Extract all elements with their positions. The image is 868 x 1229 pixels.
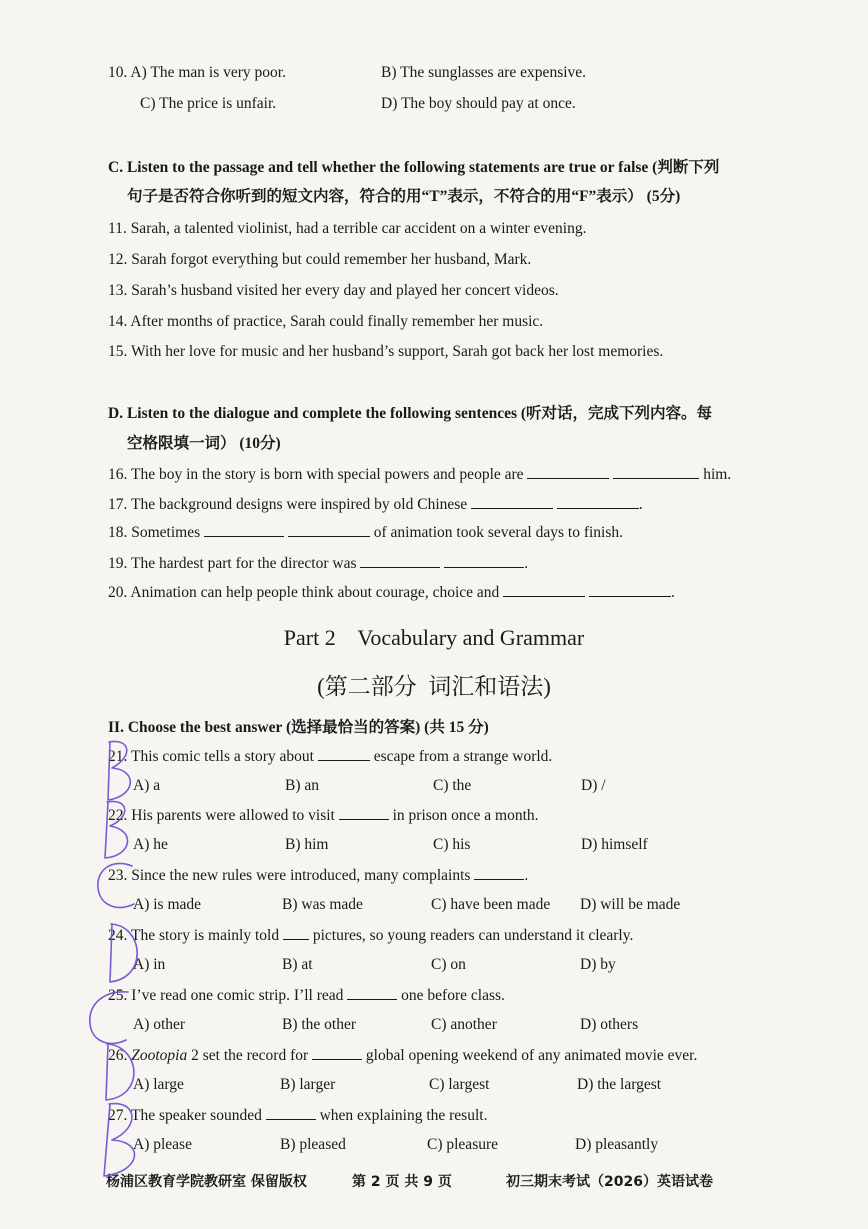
sentence-17: 17. The background designs were inspired by old Chinese . <box>108 496 643 513</box>
option-c[interactable]: C) the <box>433 777 472 794</box>
statement-13: 13. Sarah’s husband visited her every day and played her concert videos. <box>108 282 559 299</box>
option-b[interactable]: B) at <box>282 956 313 973</box>
option-c[interactable]: C) largest <box>429 1076 490 1093</box>
statement-14: 14. After months of practice, Sarah could finally remember her music. <box>108 313 544 330</box>
question-27: 27. The speaker sounded when explaining the result. <box>108 1107 488 1124</box>
answer-blank[interactable] <box>360 553 440 568</box>
sentence-19: 19. The hardest part for the director was . <box>108 555 529 572</box>
option-b[interactable]: B) him <box>285 836 329 853</box>
movie-title: Zootopia <box>131 1047 188 1064</box>
answer-blank[interactable] <box>471 494 553 509</box>
option-a[interactable]: A) he <box>133 836 168 853</box>
option-b[interactable]: B) larger <box>280 1076 336 1093</box>
option-d[interactable]: D) others <box>580 1016 639 1033</box>
option-a[interactable]: A) in <box>133 956 166 973</box>
option-d[interactable]: D) will be made <box>580 896 681 913</box>
answer-blank[interactable] <box>589 582 671 597</box>
footer-page-number: 第 2 页 共 9 页 <box>352 1174 452 1190</box>
answer-blank[interactable] <box>266 1105 316 1120</box>
answer-blank[interactable] <box>204 522 284 537</box>
question-26: 26. Zootopia 2 set the record for global opening weekend of any animated movie ever. <box>108 1047 698 1064</box>
option-d[interactable]: D) by <box>580 956 616 973</box>
answer-blank[interactable] <box>503 582 585 597</box>
part-title: Part 2 Vocabulary and Grammar <box>283 625 585 650</box>
option-d[interactable]: D) the largest <box>577 1076 662 1093</box>
section-ii-heading: II. Choose the best answer (选择最恰当的答案) (共 15 分) <box>108 719 489 736</box>
answer-blank[interactable] <box>444 553 524 568</box>
answer-blank[interactable] <box>288 522 370 537</box>
option-c: C) The price is unfair. <box>140 95 277 112</box>
option-b[interactable]: B) pleased <box>280 1136 346 1153</box>
section-c-heading: C. Listen to the passage and tell whether the following statements are true or false (判断下列 <box>108 159 720 176</box>
answer-blank[interactable] <box>527 464 609 479</box>
answer-blank[interactable] <box>347 985 397 1000</box>
question-10 <box>108 63 286 83</box>
question-21: 21. This comic tells a story about escape from a strange world. <box>108 748 553 765</box>
option-d[interactable]: D) / <box>581 777 606 794</box>
option-a[interactable]: A) please <box>133 1136 192 1153</box>
answer-blank[interactable] <box>339 805 389 820</box>
option-a: A) The man is very poor. <box>130 64 286 81</box>
answer-blank[interactable] <box>312 1045 362 1060</box>
option-b[interactable]: B) the other <box>282 1016 357 1033</box>
sentence-18: 18. Sometimes of animation took several days to finish. <box>108 524 624 541</box>
option-b[interactable]: B) an <box>285 777 320 794</box>
option-b[interactable]: B) was made <box>282 896 363 913</box>
footer-copyright: 杨浦区教育学院教研室 保留版权 <box>106 1174 307 1190</box>
option-c[interactable]: C) his <box>433 836 471 853</box>
statement-11: 11. Sarah, a talented violinist, had a terrible car accident on a winter evening. <box>108 220 587 237</box>
answer-blank[interactable] <box>474 865 524 880</box>
option-b: B) The sunglasses are expensive. <box>381 64 587 81</box>
option-d[interactable]: D) himself <box>581 836 648 853</box>
answer-blank[interactable] <box>557 494 639 509</box>
statement-12: 12. Sarah forgot everything but could remember her husband, Mark. <box>108 251 532 268</box>
question-number: 10. <box>108 64 128 81</box>
option-c[interactable]: C) another <box>431 1016 497 1033</box>
option-d[interactable]: D) pleasantly <box>575 1136 659 1153</box>
option-d: D) The boy should pay at once. <box>381 95 576 112</box>
statement-15: 15. With her love for music and her husband’s support, Sarah got back her lost memories. <box>108 343 664 360</box>
question-23: 23. Since the new rules were introduced, many complaints . <box>108 867 529 884</box>
answer-blank[interactable] <box>283 925 309 940</box>
question-22: 22. His parents were allowed to visit in prison once a month. <box>108 807 539 824</box>
option-a[interactable]: A) other <box>133 1016 186 1033</box>
question-25: 25. I’ve read one comic strip. I’ll read one before class. <box>108 987 505 1004</box>
footer-exam-title: 初三期末考试（2026）英语试卷 <box>506 1174 713 1190</box>
part-subtitle: (第二部分 词汇和语法) <box>317 674 551 699</box>
option-a[interactable]: A) is made <box>133 896 202 913</box>
answer-blank[interactable] <box>613 464 699 479</box>
section-c-heading-cont: 句子是否符合你听到的短文内容，符合的用“T”表示，不符合的用“F”表示） (5分) <box>127 188 681 205</box>
option-c[interactable]: C) on <box>431 956 466 973</box>
question-24: 24. The story is mainly told pictures, so young readers can understand it clearly. <box>108 927 634 944</box>
answer-blank[interactable] <box>318 746 370 761</box>
option-c[interactable]: C) have been made <box>431 896 551 913</box>
option-a[interactable]: A) large <box>133 1076 184 1093</box>
sentence-16: 16. The boy in the story is born with special powers and people are him. <box>108 466 732 483</box>
option-a[interactable]: A) a <box>133 777 161 794</box>
sentence-20: 20. Animation can help people think about courage, choice and . <box>108 584 675 601</box>
section-d-heading: D. Listen to the dialogue and complete the following sentences (听对话，完成下列内容。每 <box>108 405 713 422</box>
section-d-heading-cont: 空格限填一词） (10分) <box>127 435 281 452</box>
option-c[interactable]: C) pleasure <box>427 1136 499 1153</box>
